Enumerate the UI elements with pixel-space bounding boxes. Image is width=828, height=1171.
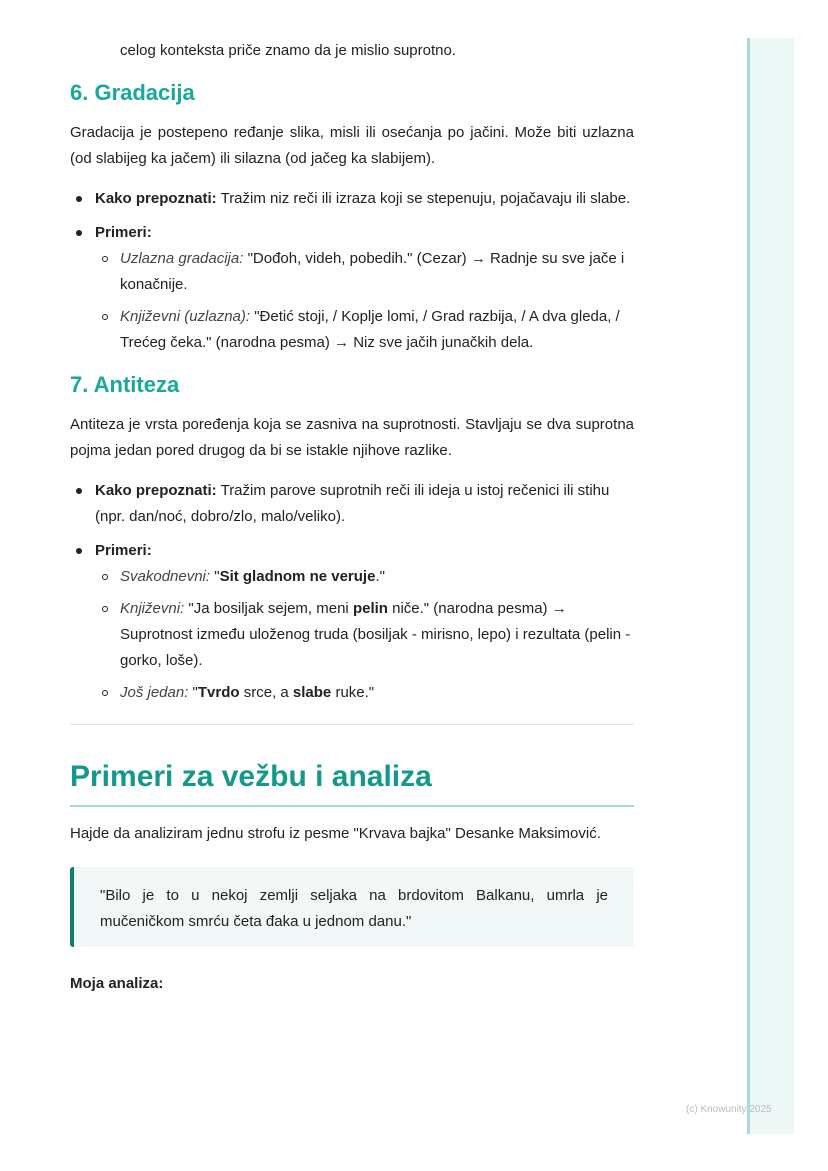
list-item	[70, 186, 634, 212]
examples-sublist	[95, 246, 634, 356]
list-item	[70, 220, 634, 356]
example-text: ."	[375, 568, 385, 585]
example-label: Uzlazna gradacija:	[120, 250, 244, 267]
how-to-recognize-label: Kako prepoznati:	[95, 482, 217, 499]
gradacija-paragraph: Gradacija je postepeno ređanje slika, misli ili osećanja po jačini. Može biti uzlazna (od slabijeg ka jačem) ili silazna (od jačeg ka slabijem).	[70, 124, 634, 167]
section-heading-antiteza: 7. Antiteza	[70, 372, 180, 397]
side-margin-strip	[747, 38, 794, 1134]
example-label: Književni:	[120, 600, 185, 617]
practice-paragraph: Hajde da analiziram jednu strofu iz pesme "Krvava bajka" Desanke Maksimović.	[70, 825, 601, 842]
examples-label: Primeri:	[95, 224, 152, 241]
poem-quote-block: "Bilo je to u nekoj zemlji seljaka na brdovitom Balkanu, umrla je mučeničkom smrću četa đaka u jednom danu."	[70, 867, 634, 947]
continuation-text: celog konteksta priče znamo da je mislio suprotno.	[120, 42, 457, 59]
list-item	[70, 538, 634, 706]
how-to-recognize-text: Tražim parove suprotnih reči ili ideja u istoj rečenici ili stihu (npr. dan/noć, dobro/zlo, malo/veliko).	[95, 482, 610, 525]
example-label: Svakodnevni:	[120, 568, 211, 585]
analysis-label: Moja analiza:	[70, 975, 164, 992]
examples-sublist	[95, 564, 634, 706]
example-text: "Dođoh, videh, pobedih." (Cezar) → Radnje su sve jače i konačnije.	[120, 250, 625, 293]
example-text: "Đetić stoji, / Koplje lomi, / Grad razbija, / A dva gleda, / Trećeg čeka." (narodna pesma) → Niz sve jačih junačkih dela.	[120, 308, 620, 351]
list-item	[95, 304, 634, 356]
example-text: "	[210, 568, 220, 585]
list-item	[95, 564, 634, 590]
antiteza-list	[70, 478, 634, 706]
list-item	[70, 478, 634, 530]
copyright-footer: (c) Knowunity 2025	[686, 1104, 772, 1115]
practice-heading: Primeri za vežbu i analiza	[70, 759, 634, 807]
example-text: "Ja bosiljak sejem, meni	[184, 600, 353, 617]
document-content	[70, 38, 634, 997]
antiteza-paragraph: Antiteza je vrsta poređenja koja se zasniva na suprotnosti. Stavljaju se dva suprotna pojma jedan pored drugog da bi se istakle njihove razlike.	[70, 416, 634, 459]
list-item	[95, 680, 634, 706]
section-divider	[70, 724, 634, 725]
examples-label: Primeri:	[95, 542, 152, 559]
list-item	[95, 246, 634, 298]
example-emphasis: slabe	[292, 684, 332, 701]
example-text: srce, a	[239, 684, 293, 701]
example-text: niče." (narodna pesma) → Suprotnost između uloženog truda (bosiljak - mirisno, lepo) i rezultata (pelin - gorko, loše).	[120, 600, 631, 669]
example-text: "	[188, 684, 198, 701]
example-emphasis: Tvrdo	[197, 684, 240, 701]
example-label: Književni (uzlazna):	[120, 308, 251, 325]
how-to-recognize-text: Tražim niz reči ili izraza koji se stepenuju, pojačavaju ili slabe.	[216, 190, 631, 207]
example-emphasis: Sit gladnom ne veruje	[219, 568, 376, 585]
how-to-recognize-label: Kako prepoznati:	[95, 190, 217, 207]
example-label: Još jedan:	[120, 684, 189, 701]
example-text: ruke."	[331, 684, 375, 701]
example-emphasis: pelin	[352, 600, 388, 617]
section-heading-gradacija: 6. Gradacija	[70, 80, 195, 105]
list-item	[95, 596, 634, 674]
gradacija-list	[70, 186, 634, 356]
